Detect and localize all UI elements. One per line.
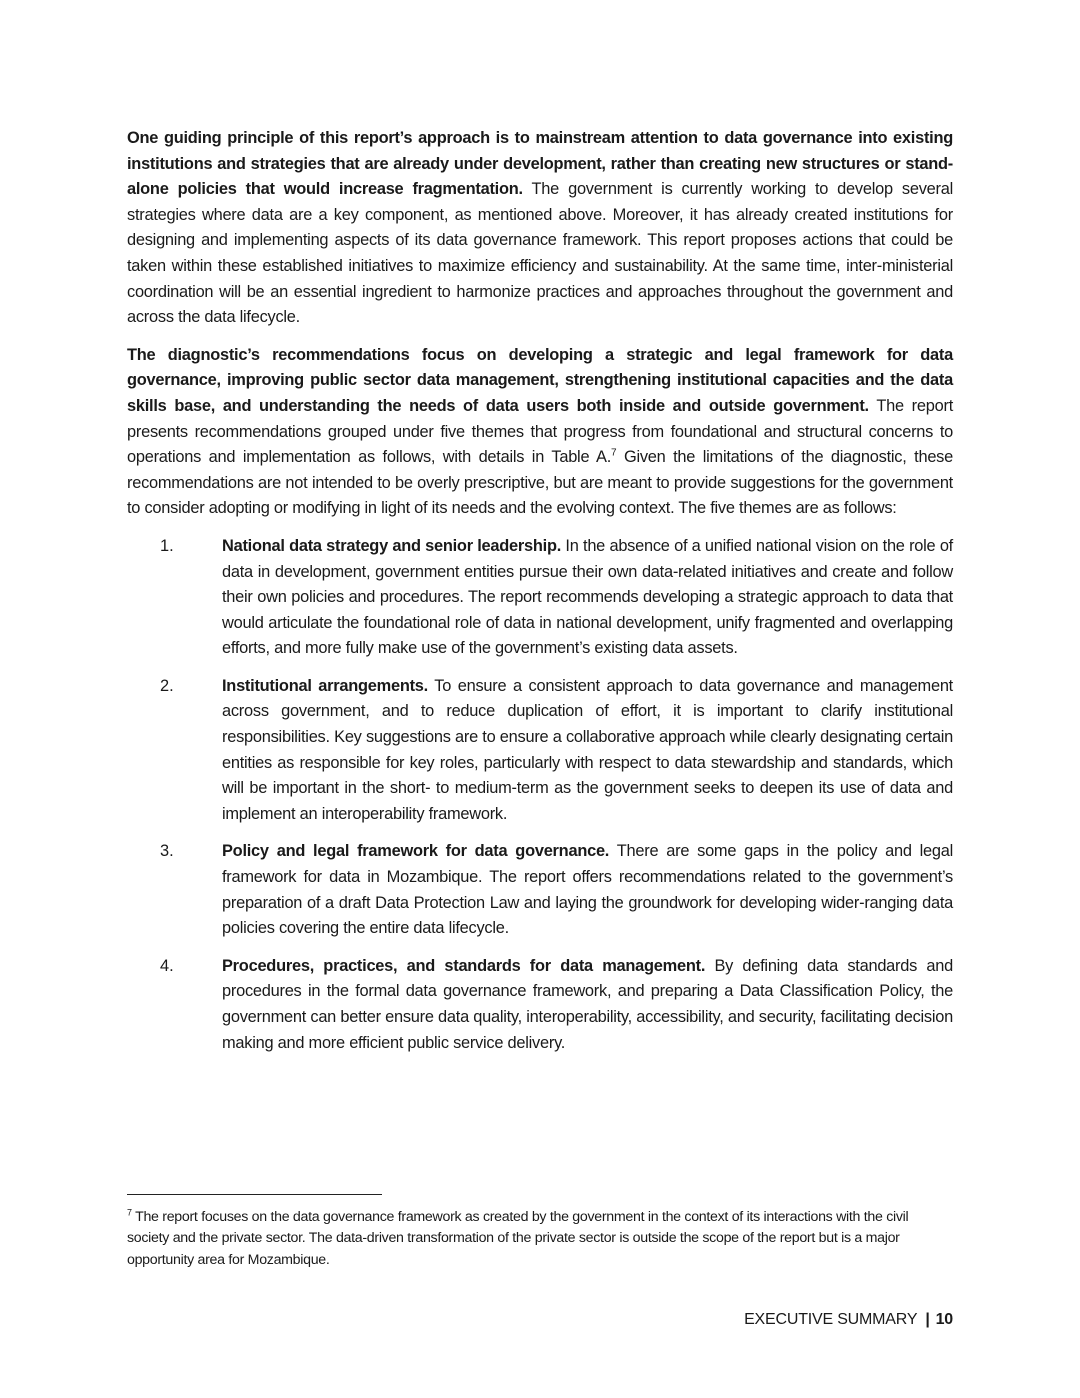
- theme-text: In the absence of a unified national vision on the role of data in development, government entities pursue their own data-related initiatives and create and follow their own policies and procedures. The report recommends developing a strategic approach to data that would articulate the foundational role of data in national development, unify fragmented and overlapping efforts, and more fully make use of the government’s existing data assets.: [222, 536, 953, 658]
- list-body: [222, 674, 953, 828]
- paragraph-text: The government is currently working to develop several strategies where data are a key component, as mentioned above. Moreover, it has already created institutions for designing and implementing aspects of its data governance framework. This report proposes actions that could be taken within these established initiatives to maximize efficiency and sustainability. At the same time, inter-ministerial coordination will be an essential ingredient to harmonize practices and approaches throughout the government and across the data lifecycle.: [127, 180, 953, 327]
- list-body: [222, 534, 953, 662]
- page-footer: [744, 1311, 953, 1329]
- theme-title: Procedures, practices, and standards for data management.: [222, 956, 706, 975]
- list-item-theme-3: [127, 839, 953, 941]
- footnote-7: [127, 1207, 927, 1271]
- list-item-theme-4: [127, 954, 953, 1056]
- list-number: 3.: [160, 842, 174, 861]
- theme-text: There are some gaps in the policy and legal framework for data in Mozambique. The report offers recommendations related to the government’s preparation of a draft Data Protection Law and laying the groundwork for developing wider-ranging data policies covering the entire data lifecycle.: [222, 842, 954, 938]
- paragraph-lead-bold: The diagnostic’s recommendations focus on developing a strategic and legal framework for data governance, improving public sector data management, strengthening institutional capacities and the data skills base, and understanding the needs of data users both inside and outside government.: [127, 345, 953, 415]
- footer-separator: |: [925, 1311, 930, 1328]
- list-body: [222, 954, 953, 1056]
- page-body: [127, 126, 953, 1068]
- theme-text: To ensure a consistent approach to data governance and management across government, and to reduce duplication of effort, it is important to clarify institutional responsibilities. Key suggestions are to ensure a collaborative approach while clearly designating certain entities as responsible for key roles, particularly with respect to data stewardship and standards, which will be important in the short- to medium-term as the government seeks to deepen its use of data and implement an interoperability framework.: [222, 676, 953, 823]
- footnote-text: The report focuses on the data governance framework as created by the government in the context of its interactions with the civil society and the private sector. The data-driven transformation of the private sector is outside the scope of the report but is a major opportunity area for Mozambique.: [127, 1209, 909, 1268]
- footnote-marker: 7: [127, 1207, 132, 1218]
- theme-title: Institutional arrangements.: [222, 676, 428, 695]
- paragraph-text: The report presents recommendations grouped under five themes that progress from foundational and structural concerns to operations and implementation as follows, with details in Table A.: [127, 396, 954, 467]
- theme-title: National data strategy and senior leadership.: [222, 536, 562, 555]
- paragraph-text: Given the limitations of the diagnostic, these recommendations are not intended to be overly prescriptive, but are meant to provide suggestions for the government to consider adopting or modifying in light of its needs and the evolving context. The five themes are as follows:: [127, 448, 953, 518]
- list-number: 2.: [160, 676, 174, 695]
- list-item-theme-2: [127, 674, 953, 828]
- themes-list: [127, 534, 953, 1056]
- page-number: 10: [935, 1311, 953, 1328]
- paragraph-guiding-principle: [127, 126, 953, 331]
- paragraph-recommendations: [127, 343, 953, 522]
- list-body: [222, 839, 953, 941]
- list-number: 4.: [160, 956, 174, 975]
- theme-title: Policy and legal framework for data governance.: [222, 842, 610, 861]
- footnote-reference[interactable]: 7: [611, 447, 617, 459]
- paragraph-lead-bold: One guiding principle of this report’s approach is to mainstream attention to data governance into existing institutions and strategies that are already under development, rather than creating new structures or stand-alone policies that would increase fragmentation.: [127, 129, 953, 199]
- footer-section-title: EXECUTIVE SUMMARY: [744, 1311, 918, 1328]
- footnote-divider: [127, 1194, 382, 1195]
- theme-text: By defining data standards and procedures in the formal data governance framework, and preparing a Data Classification Policy, the government can better ensure data quality, interoperability, accessibility, and security, facilitating decision making and more efficient public service delivery.: [222, 956, 953, 1052]
- list-item-theme-1: [127, 534, 953, 662]
- list-number: 1.: [160, 536, 174, 555]
